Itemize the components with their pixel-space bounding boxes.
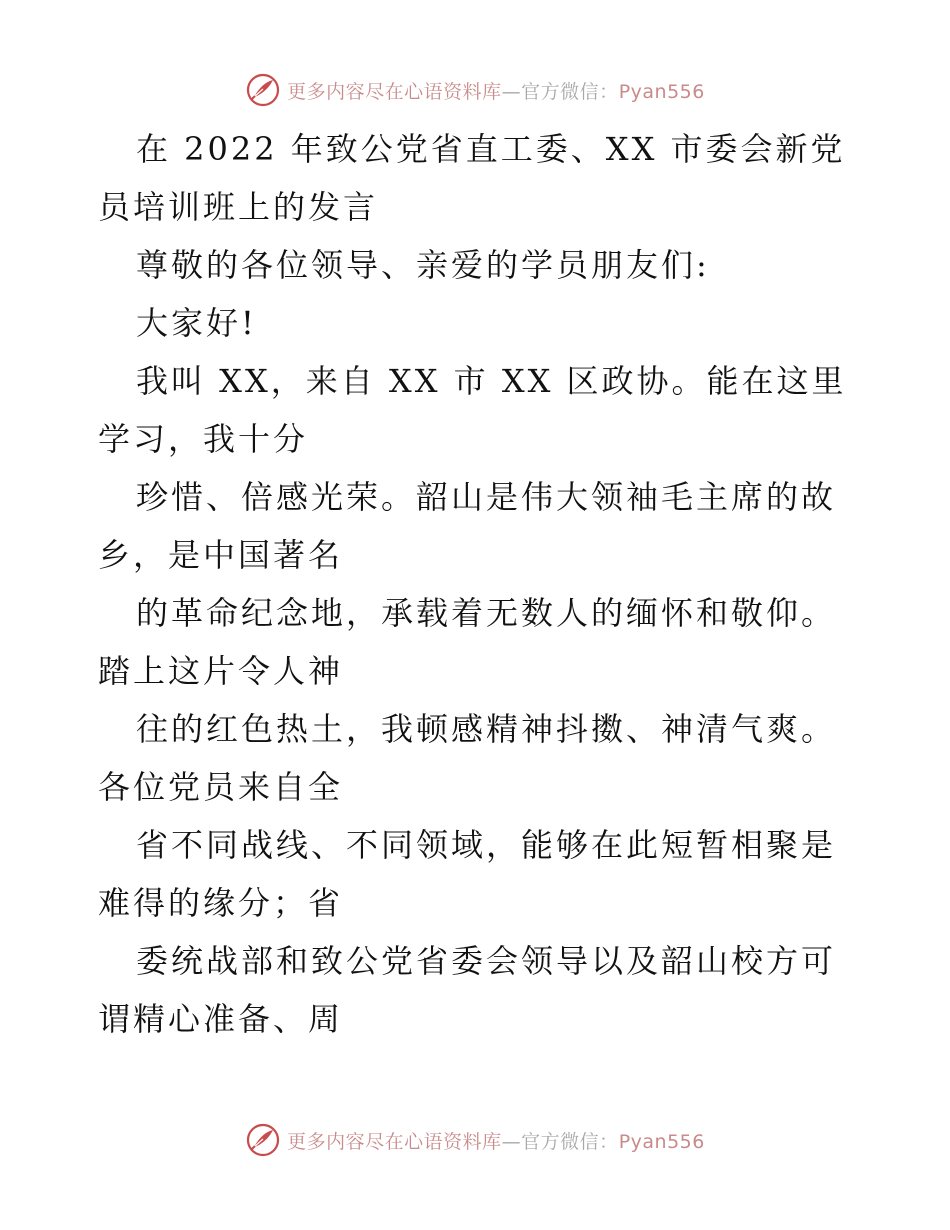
watermark-brand: 更多内容尽在心语资料库 — [287, 80, 502, 103]
greeting: 大家好! — [136, 304, 257, 342]
header-watermark-banner — [0, 70, 950, 110]
watermark-text — [287, 77, 705, 104]
feather-pen-logo-icon — [245, 1122, 281, 1158]
watermark-wechat-id: Pyan556 — [618, 80, 705, 103]
salutation: 尊敬的各位领导、亲爱的学员朋友们: — [136, 246, 710, 284]
watermark-separator: — — [501, 1130, 522, 1153]
watermark-wechat-id: Pyan556 — [618, 1130, 705, 1153]
body-paragraph: 的革命纪念地，承载着无数人的缅怀和敬仰。踏上这片令人神 — [98, 594, 837, 690]
body-paragraph: 往的红色热土，我顿感精神抖擞、神清气爽。各位党员来自全 — [98, 710, 837, 806]
watermark-text — [287, 1127, 705, 1154]
footer-watermark-banner — [0, 1120, 950, 1160]
watermark-wechat-label: 官方微信： — [521, 1130, 619, 1153]
body-paragraph: 省不同战线、不同领域，能够在此短暂相聚是难得的缘分；省 — [98, 826, 837, 922]
watermark-separator: — — [501, 80, 522, 103]
feather-pen-logo-icon — [245, 72, 281, 108]
body-paragraph: 委统战部和致公党省委会领导以及韶山校方可谓精心准备、周 — [98, 942, 837, 1038]
body-paragraph: 我叫 XX，来自 XX 市 XX 区政协。能在这里学习，我十分 — [98, 362, 847, 458]
watermark-wechat-label: 官方微信： — [521, 80, 619, 103]
document-title: 在 2022 年致公党省直工委、XX 市委会新党员培训班上的发言 — [98, 130, 846, 226]
document-body — [98, 120, 858, 1048]
body-paragraph: 珍惜、倍感光荣。韶山是伟大领袖毛主席的故乡，是中国著名 — [98, 478, 837, 574]
watermark-brand: 更多内容尽在心语资料库 — [287, 1130, 502, 1153]
